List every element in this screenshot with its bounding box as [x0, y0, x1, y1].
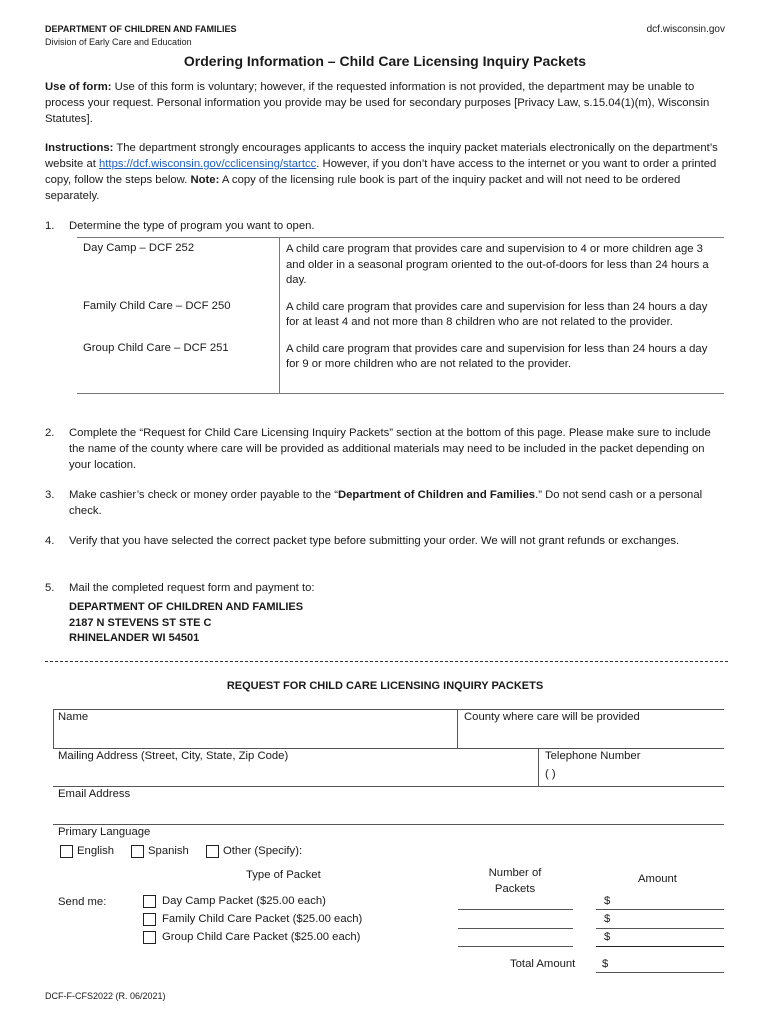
- request-section-title: REQUEST FOR CHILD CARE LICENSING INQUIRY PACKETS: [226, 680, 544, 692]
- day-camp-packet-label: Day Camp Packet ($25.00 each): [162, 895, 326, 907]
- divider: [53, 824, 724, 825]
- name-field[interactable]: Name: [58, 711, 89, 723]
- startcc-link[interactable]: https://dcf.wisconsin.gov/cclicensing/startcc: [99, 158, 317, 170]
- page-title: Ordering Information – Child Care Licensing Inquiry Packets: [183, 53, 587, 69]
- divider: [538, 748, 539, 786]
- group-child-care-amount-line[interactable]: [596, 946, 724, 947]
- use-of-form-label: Use of form:: [45, 81, 112, 93]
- department-name: DEPARTMENT OF CHILDREN AND FAMILIES: [45, 24, 237, 34]
- spanish-checkbox[interactable]: [131, 845, 144, 858]
- website-url: dcf.wisconsin.gov: [646, 24, 725, 35]
- step-2-text: Complete the “Request for Child Care Licensing Inquiry Packets” section at the bottom of this page. Please make sure to include the name of the county where care will be provided as additional materials may need to be included in the packet depending on your location.: [69, 427, 711, 471]
- divider: [53, 709, 54, 749]
- dollar-sign: $: [604, 895, 611, 907]
- step-3-text-b: .” Do not send cash or a personal check.: [69, 489, 703, 517]
- mailing-address-block: [69, 600, 303, 647]
- total-amount-label: Total Amount: [510, 958, 576, 970]
- other-language-checkbox[interactable]: [206, 845, 219, 858]
- group-child-care-packet-label: Group Child Care Packet ($25.00 each): [162, 931, 361, 943]
- program-name: Day Camp – DCF 252: [77, 238, 280, 296]
- family-child-care-amount-line[interactable]: [596, 928, 724, 929]
- table-row: [77, 296, 724, 338]
- note-label: Note:: [190, 174, 220, 186]
- division-name: Division of Early Care and Education: [45, 37, 192, 47]
- instructions-text-3: A copy of the licensing rule book is part of the inquiry packet and will not need to be ordered separately.: [45, 174, 681, 202]
- program-name: Group Child Care – DCF 251: [77, 338, 280, 394]
- step-1-number: 1.: [45, 220, 55, 232]
- divider: [457, 709, 458, 749]
- day-camp-amount-line[interactable]: [596, 909, 724, 910]
- step-4-text: Verify that you have selected the correct packet type before submitting your order. We will not grant refunds or exchanges.: [69, 535, 680, 547]
- instructions-text-2: . However, if you don’t have access to the internet or you want to order a printed copy, follow the steps below.: [45, 158, 717, 186]
- step-4-number: 4.: [45, 535, 55, 547]
- number-of-packets-header: Number of Packets: [488, 867, 542, 895]
- table-row: [77, 238, 724, 296]
- step-2-number: 2.: [45, 427, 55, 439]
- form-number: DCF-F-CFS2022 (R. 06/2021): [45, 991, 166, 1001]
- address-line: DEPARTMENT OF CHILDREN AND FAMILIES: [69, 601, 304, 613]
- spanish-label: Spanish: [148, 845, 189, 857]
- divider: [53, 748, 724, 749]
- instructions-label: Instructions:: [45, 142, 114, 154]
- instructions-paragraph: [45, 140, 728, 204]
- total-amount-line[interactable]: [596, 972, 724, 973]
- divider: [53, 786, 724, 787]
- group-child-care-packet-checkbox[interactable]: [143, 931, 156, 944]
- amount-header: Amount: [638, 873, 677, 885]
- email-field[interactable]: Email Address: [58, 788, 131, 800]
- program-types-table: [77, 237, 724, 394]
- payee-name: Department of Children and Families: [337, 489, 536, 501]
- step-3-text-a: Make cashier’s check or money order payable to the “: [69, 489, 338, 501]
- dollar-sign: $: [602, 958, 609, 970]
- step-5-text: Mail the completed request form and payment to:: [69, 582, 315, 594]
- english-label: English: [77, 845, 115, 857]
- family-child-care-packet-label: Family Child Care Packet ($25.00 each): [162, 913, 363, 925]
- instructions-text-1: The department strongly encourages applicants to access the inquiry packet materials electronically on the department’s website at: [45, 142, 718, 170]
- mailing-address-field[interactable]: Mailing Address (Street, City, State, Zip Code): [58, 750, 289, 762]
- group-child-care-quantity-line[interactable]: [458, 946, 573, 947]
- step-3-number: 3.: [45, 489, 55, 501]
- step-3-text: [69, 487, 728, 519]
- cut-line-divider: [45, 661, 728, 662]
- send-me-label: Send me:: [58, 896, 107, 908]
- divider: [53, 709, 724, 710]
- step-5-number: 5.: [45, 582, 55, 594]
- table-row: [77, 338, 724, 394]
- area-code-parens: ( ): [545, 768, 556, 780]
- day-camp-quantity-line[interactable]: [458, 909, 573, 910]
- address-line: 2187 N STEVENS ST STE C: [69, 616, 212, 629]
- program-description: A child care program that provides care and supervision to 4 or more children age 3 and older in a seasonal program oriented to the out-of-doors for less than 24 hours a day.: [280, 238, 725, 296]
- english-checkbox[interactable]: [60, 845, 73, 858]
- dollar-sign: $: [604, 913, 611, 925]
- telephone-field[interactable]: Telephone Number: [545, 750, 641, 762]
- type-of-packet-header: Type of Packet: [246, 869, 321, 881]
- primary-language-label: Primary Language: [58, 826, 151, 838]
- program-description: A child care program that provides care and supervision for less than 24 hours a day for at least 4 and not more than 8 children who are not related to the provider.: [286, 300, 708, 328]
- use-of-form-paragraph: [45, 79, 728, 127]
- use-of-form-text: Use of this form is voluntary; however, if the requested information is not provided, the department may be unable to process your request. Personal information you provide may be used for secondary purposes [Privacy Law, s.15.04(1)(m), Wisconsin Statutes].: [45, 81, 710, 125]
- program-description: A child care program that provides care and supervision for less than 24 hours a day for 9 or more children who are not related to the provider.: [280, 338, 725, 394]
- day-camp-packet-checkbox[interactable]: [143, 895, 156, 908]
- step-1-text: Determine the type of program you want to open.: [69, 220, 315, 232]
- dollar-sign: $: [604, 931, 611, 943]
- program-name: Family Child Care – DCF 250: [77, 296, 280, 338]
- family-child-care-packet-checkbox[interactable]: [143, 913, 156, 926]
- address-line: RHINELANDER WI 54501: [69, 632, 200, 644]
- county-field[interactable]: County where care will be provided: [464, 711, 640, 723]
- family-child-care-quantity-line[interactable]: [458, 928, 573, 929]
- other-language-label: Other (Specify):: [223, 845, 303, 857]
